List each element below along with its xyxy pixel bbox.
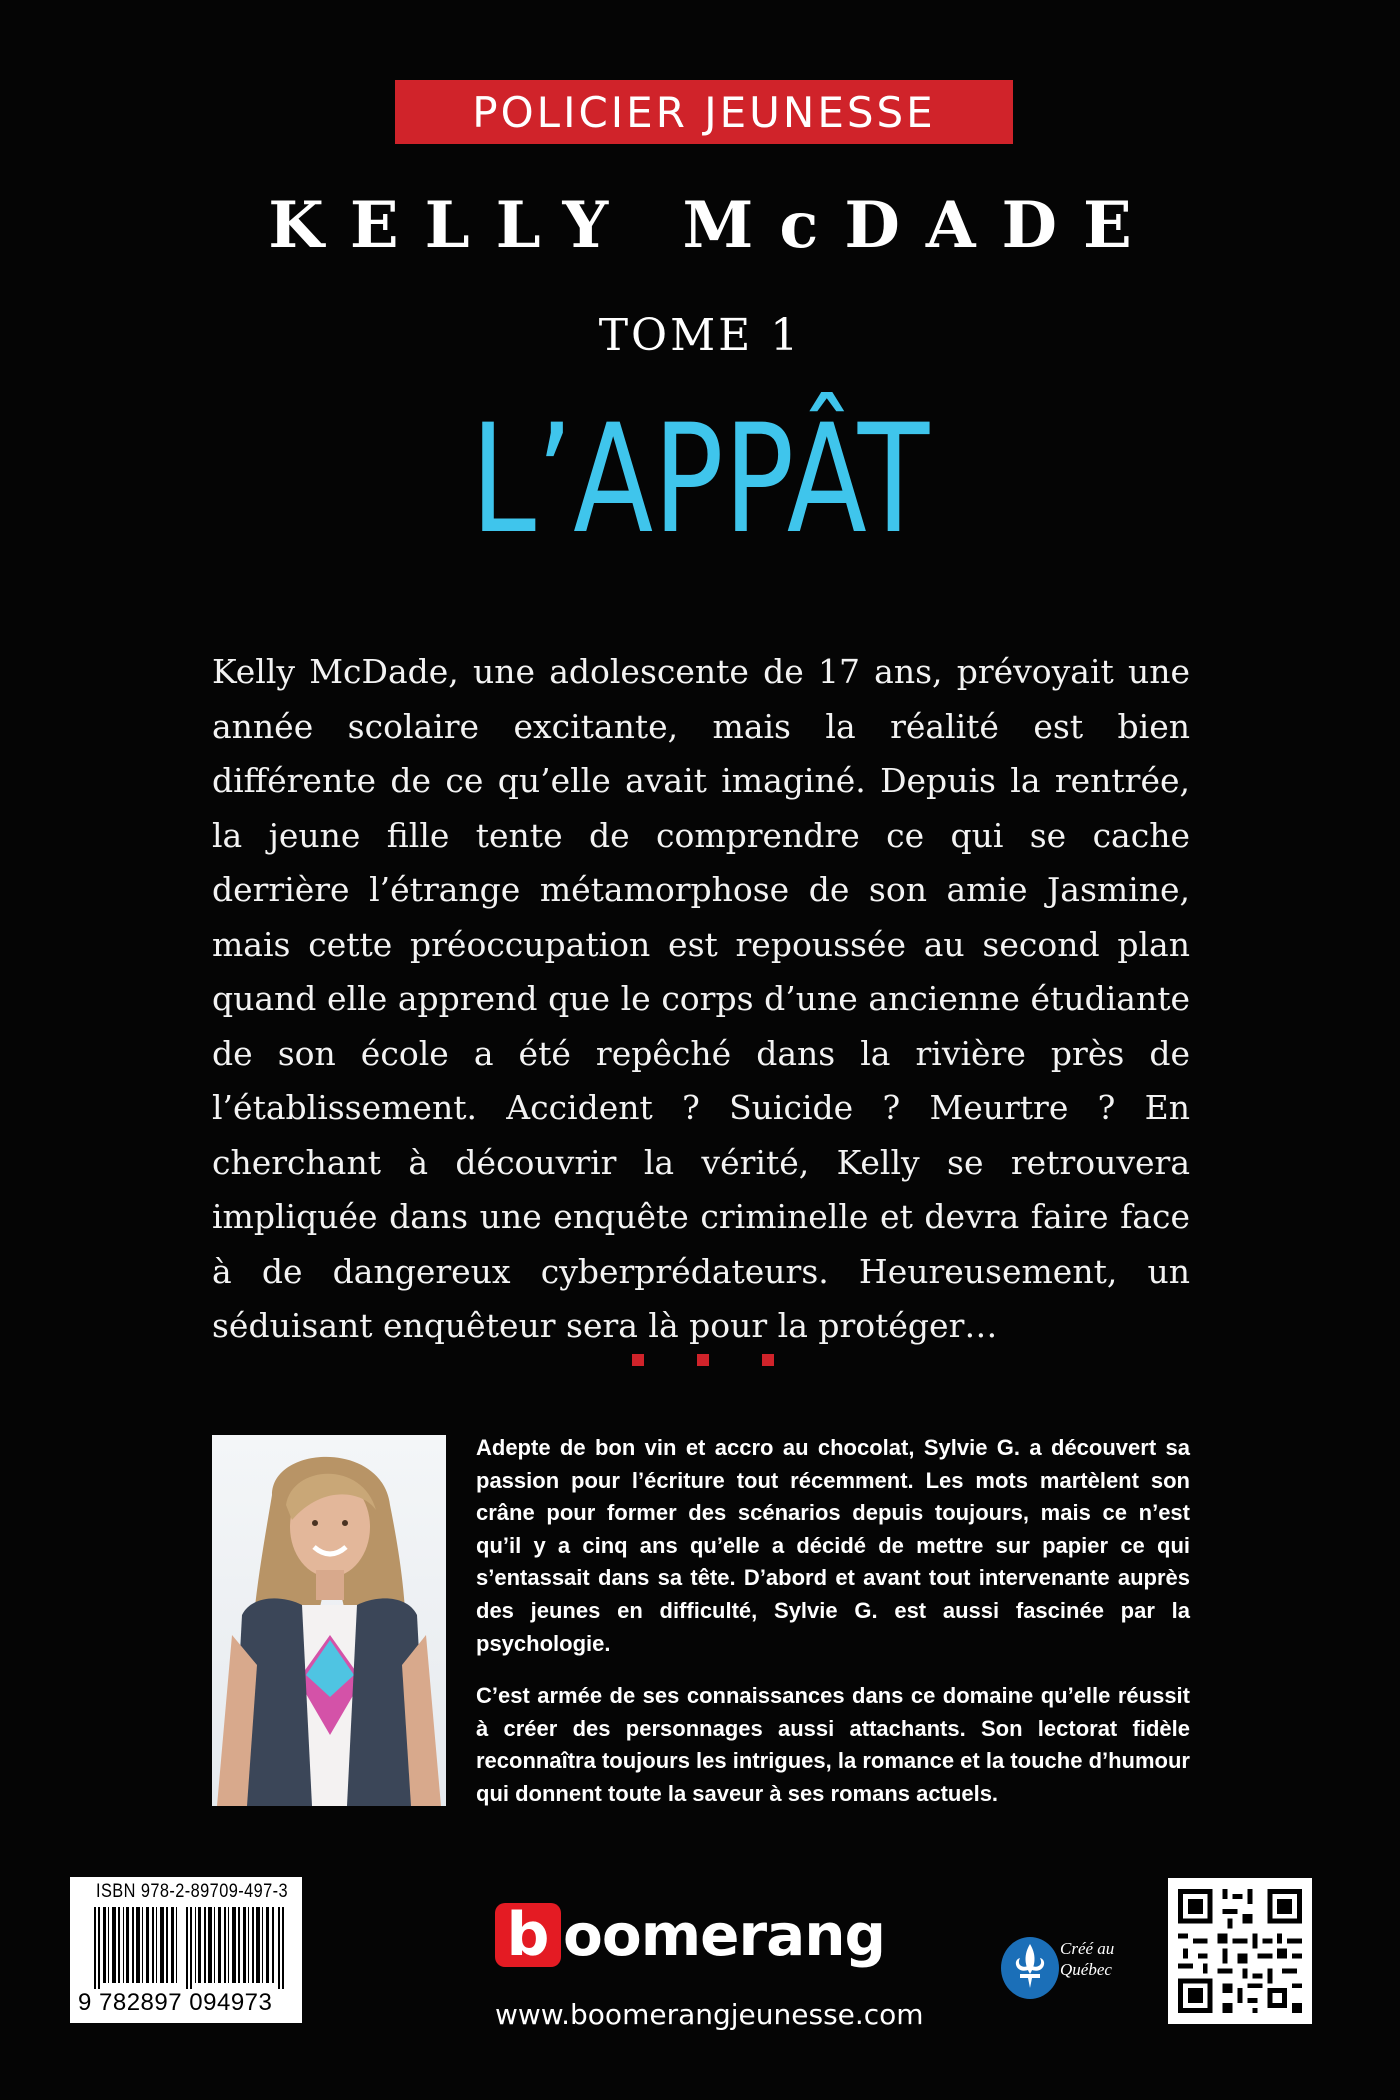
book-title: L’APPÂT <box>470 393 930 567</box>
quebec-line-2: Québec <box>1060 1960 1112 1979</box>
separator-dot <box>762 1354 774 1366</box>
quebec-badge <box>1000 1930 1150 2014</box>
barcode-bars <box>94 1907 284 1989</box>
quebec-line-1: Créé au <box>1060 1939 1115 1958</box>
barcode-icon <box>70 1877 302 2023</box>
quebec-text <box>1060 1938 1150 1980</box>
series-title: KELLY McDADE <box>268 188 1158 263</box>
separator-dot <box>632 1354 644 1366</box>
bio-paragraph-1: Adepte de bon vin et accro au chocolat, Sylvie G. a découvert sa passion pour l’écriture tout récemment. Les mots martèlent son crâne pour former des scénarios depuis toujours, mais ce n’est qu’il y a cinq ans qu’elle a décidé de mettre sur papier ce qui s’entassait dans sa tête. D’abord et avant tout intervenante auprès des jeunes en difficulté, Sylvie G. est aussi fascinée par la psychologie. <box>476 1435 1190 1656</box>
publisher-logo-mark: b <box>495 1903 561 1967</box>
publisher-website: www.boomerangjeunesse.com <box>495 1998 924 2031</box>
author-bio <box>476 1432 1190 1831</box>
publisher-logo-text: oomerang <box>563 1901 886 1969</box>
synopsis-text: Kelly McDade, une adolescente de 17 ans, prévoyait une année scolaire excitante, mais la réalité est bien différente de ce qu’elle avait imaginé. Depuis la rentrée, la jeune fille tente de comprendre ce qui se cache derrière l’étrange métamorphose de son amie Jasmine, mais cette préoccupation est repoussée au second plan quand elle apprend que le corps d’une ancienne étudiante de son école a été repêché dans la rivière près de l’établissement. Accident ? Suicide ? Meurtre ? En cherchant à découvrir la vérité, Kelly se retrouvera impliquée dans une enquête criminelle et devra faire face à de dangereux cyberprédateurs. Heureusement, un séduisant enquêteur sera là pour la protéger… <box>212 652 1190 1345</box>
author-photo <box>212 1435 446 1806</box>
collection-label: POLICIER JEUNESSE <box>472 87 936 137</box>
publisher-logo <box>495 1895 885 1975</box>
isbn-label: ISBN 978-2-89709-497-3 <box>96 1881 289 1902</box>
separator-dots <box>632 1354 774 1366</box>
volume-label: TOME 1 <box>598 310 802 361</box>
ean-digits: 9 782897 094973 <box>78 1989 273 2016</box>
qr-code-icon <box>1168 1878 1312 2024</box>
separator-dot <box>697 1354 709 1366</box>
collection-badge <box>395 80 1013 144</box>
fleur-de-lis-icon <box>1000 1930 1060 2000</box>
bio-paragraph-2: C’est armée de ses connaissances dans ce domaine qu’elle réussit à créer des personnages aussi attachants. Son lectorat fidèle reconnaîtra toujours les intrigues, la romance et la touche d’humour qui donnent toute la saveur à ses romans actuels. <box>476 1683 1190 1806</box>
